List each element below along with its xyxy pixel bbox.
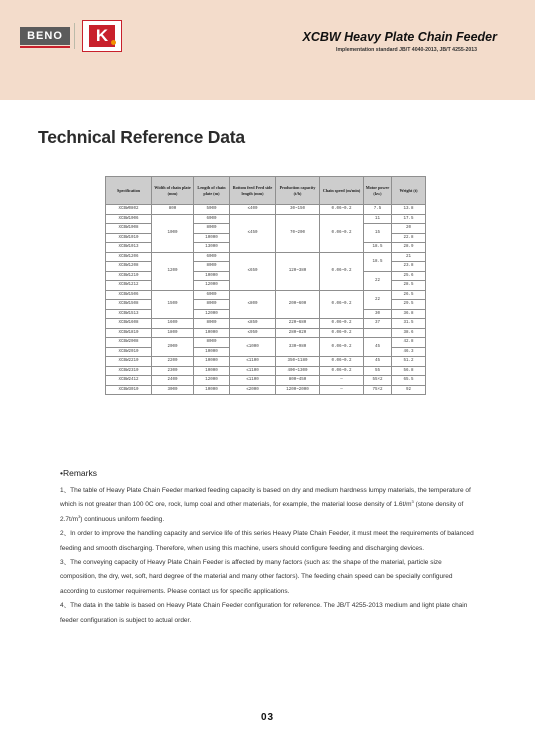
cell-length: 10000 (194, 328, 230, 338)
cell-capacity: 200~600 (276, 290, 320, 319)
cell-feed-side: ≤1100 (230, 357, 276, 367)
header-title: XCBW Heavy Plate Chain Feeder (302, 30, 497, 44)
k-logo-dot (111, 40, 116, 45)
cell-speed: 0.06~0.2 (320, 319, 364, 329)
remarks-section (60, 468, 480, 628)
remark-text: The data in the table is based on Heavy Plate Chain Feeder configuration for reference. The JB/T 4255-2013 medium and light plate chain feeder configuration is subject to actual order. (60, 602, 468, 624)
cell-capacity: 30~150 (276, 205, 320, 215)
cell-spec: XCBW2210 (106, 357, 152, 367)
col-header-feed-side: Bottom feed Feed side length (mm) (230, 177, 276, 205)
cell-power: 45 (364, 357, 392, 367)
remark-item (60, 599, 480, 628)
beno-logo: BENO (20, 27, 70, 45)
cell-length: 10000 (194, 366, 230, 376)
cell-weight: 38.6 (392, 328, 426, 338)
logo-divider (74, 23, 75, 49)
page-number: 03 (260, 712, 275, 723)
cell-length: 13000 (194, 243, 230, 253)
k-logo (82, 20, 122, 52)
cell-capacity: 800~450 (276, 376, 320, 386)
table-row (106, 338, 426, 348)
cell-weight: 92 (392, 385, 426, 395)
cell-spec: XCBW1810 (106, 328, 152, 338)
cell-weight: 23.8 (392, 262, 426, 272)
cell-speed: 0.06~0.2 (320, 357, 364, 367)
cell-length: 10000 (194, 233, 230, 243)
cell-weight: 17.5 (392, 214, 426, 224)
cell-speed: — (320, 385, 364, 395)
cell-length: 12000 (194, 309, 230, 319)
table-row (106, 252, 426, 262)
cell-width: 1800 (152, 328, 194, 338)
cell-spec: XCBW1513 (106, 309, 152, 319)
remark-item (60, 484, 480, 527)
table-row (106, 357, 426, 367)
cell-power: 37 (364, 319, 392, 329)
cell-width: 2400 (152, 376, 194, 386)
cell-feed-side: ≤400 (230, 205, 276, 215)
table-row (106, 376, 426, 386)
remark-text: The conveying capacity of Heavy Plate Chain Feeder is affected by many factors (such as: the shape of the material, particle size composition, the dry, wet, soft, hard degree of the material and many other factors). The feeding chain speed can be specially configured according to customer requirements. Please contact us for specific applications. (60, 559, 453, 595)
col-header-chain-speed: Chain speed (m/min) (320, 177, 364, 205)
cell-feed-side: ≤2000 (230, 385, 276, 395)
cell-power: 55 (364, 366, 392, 376)
cell-spec: XCBW1208 (106, 262, 152, 272)
table-row (106, 366, 426, 376)
cell-spec: XCBW1006 (106, 214, 152, 224)
cell-speed: 0.06~0.2 (320, 328, 364, 338)
k-logo-mark: K (89, 25, 115, 47)
cell-weight: 56.8 (392, 366, 426, 376)
page-title: Technical Reference Data (38, 127, 245, 147)
cell-width: 1000 (152, 214, 194, 252)
cell-length: 8000 (194, 338, 230, 348)
cell-capacity: 330~980 (276, 338, 320, 357)
cell-length: 8000 (194, 224, 230, 234)
cell-weight: 65.5 (392, 376, 426, 386)
cell-feed-side: ≤850 (230, 319, 276, 329)
cell-speed: 0.06~0.2 (320, 205, 364, 215)
superscript: 3 (78, 513, 81, 519)
cell-weight: 46.3 (392, 347, 426, 357)
col-header-length: Length of chain plate (m) (194, 177, 230, 205)
cell-power: 7.5 (364, 205, 392, 215)
cell-speed: 0.06~0.2 (320, 290, 364, 319)
remark-text: ) continuous uniform feeding. (80, 515, 165, 523)
cell-speed: 0.06~0.2 (320, 338, 364, 357)
remark-number: 3、 (60, 559, 71, 567)
cell-power: 30 (364, 309, 392, 319)
cell-weight: 28.9 (392, 243, 426, 253)
remark-number: 1、 (60, 487, 71, 494)
cell-length: 8000 (194, 319, 230, 329)
cell-spec: XCBW3010 (106, 385, 152, 395)
cell-speed: — (320, 376, 364, 386)
cell-power: 18.5 (364, 252, 392, 271)
cell-power: 22 (364, 290, 392, 309)
cell-width: 1500 (152, 290, 194, 319)
cell-feed-side: ≤1100 (230, 366, 276, 376)
cell-weight: 22.8 (392, 233, 426, 243)
col-header-motor-power: Motor power (kw) (364, 177, 392, 205)
cell-weight: 21 (392, 252, 426, 262)
cell-spec: XCBW2008 (106, 338, 152, 348)
table-row (106, 290, 426, 300)
cell-spec: XCBW1508 (106, 300, 152, 310)
cell-weight: 28.5 (392, 281, 426, 291)
cell-power: 55×2 (364, 376, 392, 386)
cell-speed: 0.06~0.2 (320, 252, 364, 290)
cell-length: 8000 (194, 262, 230, 272)
cell-capacity: 120~380 (276, 252, 320, 290)
remark-item (60, 527, 480, 556)
page-header (0, 0, 535, 100)
cell-spec: XCBW2412 (106, 376, 152, 386)
superscript: 3 (411, 499, 414, 505)
cell-length: 8000 (194, 300, 230, 310)
cell-weight: 42.8 (392, 338, 426, 348)
table-row (106, 328, 426, 338)
cell-length: 10000 (194, 347, 230, 357)
cell-length: 12000 (194, 281, 230, 291)
cell-width: 1200 (152, 252, 194, 290)
table-row (106, 385, 426, 395)
cell-speed: 0.06~0.2 (320, 366, 364, 376)
cell-weight: 20 (392, 224, 426, 234)
cell-feed-side: ≤800 (230, 290, 276, 319)
remark-text: (stone density of 2.7t/m (60, 501, 464, 523)
col-header-capacity: Production capacity (t/h) (276, 177, 320, 205)
table-row (106, 205, 426, 215)
cell-length: 5000 (194, 205, 230, 215)
cell-feed-side: ≤450 (230, 214, 276, 252)
cell-weight: 29.5 (392, 300, 426, 310)
remark-number: 4、 (60, 602, 71, 610)
cell-length: 6000 (194, 290, 230, 300)
cell-spec: XCBW2010 (106, 347, 152, 357)
cell-capacity: 70~200 (276, 214, 320, 252)
cell-capacity: 400~1300 (276, 366, 320, 376)
cell-width: 800 (152, 205, 194, 215)
cell-spec: XCBW1013 (106, 243, 152, 253)
cell-width: 1600 (152, 319, 194, 329)
cell-power (364, 328, 392, 338)
cell-feed-side: ≤1000 (230, 338, 276, 357)
cell-length: 6000 (194, 214, 230, 224)
cell-width: 2300 (152, 366, 194, 376)
cell-feed-side: ≤1100 (230, 376, 276, 386)
cell-spec: XCBW1506 (106, 290, 152, 300)
cell-length: 10000 (194, 357, 230, 367)
col-header-specification: Specification (106, 177, 152, 205)
cell-weight: 31.5 (392, 319, 426, 329)
cell-length: 10000 (194, 271, 230, 281)
cell-length: 12000 (194, 376, 230, 386)
cell-weight: 51.2 (392, 357, 426, 367)
col-header-weight: Weight (t) (392, 177, 426, 205)
cell-power: 18.5 (364, 243, 392, 253)
cell-feed-side: ≤950 (230, 328, 276, 338)
cell-spec: XCBW1608 (106, 319, 152, 329)
remark-text: The table of Heavy Plate Chain Feeder marked feeding capacity is based on dry and medium hardness lumpy materials, the temperature of which is not greater than 100 0C ore, rock, lump coal and other materials, for example, the material loose density of 1.6t/m (60, 487, 471, 509)
cell-spec: XCBW0802 (106, 205, 152, 215)
remark-number: 2、 (60, 530, 71, 538)
cell-power: 75×2 (364, 385, 392, 395)
table-header-row (106, 177, 426, 205)
table-row (106, 319, 426, 329)
remark-text: In order to improve the handling capacity and service life of this series Heavy Plate Chain Feeder, it must meet the requirements of balanced feeding and smooth discharging. Therefore, when using this machine, users should configure feeding and discharging devices. (60, 530, 474, 552)
cell-weight: 13.8 (392, 205, 426, 215)
cell-power: 15 (364, 224, 392, 243)
cell-capacity: 280~820 (276, 328, 320, 338)
cell-spec: XCBW2310 (106, 366, 152, 376)
cell-power: 22 (364, 271, 392, 290)
cell-spec: XCBW1210 (106, 271, 152, 281)
beno-logo-underline (20, 46, 70, 48)
cell-spec: XCBW1206 (106, 252, 152, 262)
cell-weight: 36.8 (392, 309, 426, 319)
cell-length: 10000 (194, 385, 230, 395)
spec-table (105, 176, 426, 395)
cell-length: 6000 (194, 252, 230, 262)
cell-power: 45 (364, 338, 392, 357)
cell-capacity: 220~680 (276, 319, 320, 329)
cell-spec: XCBW1008 (106, 224, 152, 234)
cell-spec: XCBW1010 (106, 233, 152, 243)
cell-capacity: 1200~2000 (276, 385, 320, 395)
cell-width: 3000 (152, 385, 194, 395)
cell-speed: 0.06~0.2 (320, 214, 364, 252)
cell-width: 2200 (152, 357, 194, 367)
cell-feed-side: ≤650 (230, 252, 276, 290)
header-subtitle: Implementation standard JB/T 4040-2013, JB/T 4255-2013 (336, 47, 477, 53)
cell-spec: XCBW1212 (106, 281, 152, 291)
cell-weight: 26.5 (392, 290, 426, 300)
cell-power: 11 (364, 214, 392, 224)
cell-capacity: 350~1180 (276, 357, 320, 367)
col-header-width: Width of chain plate (mm) (152, 177, 194, 205)
table-row (106, 214, 426, 224)
remark-item (60, 556, 480, 599)
remarks-heading: •Remarks (60, 468, 97, 478)
cell-weight: 25.6 (392, 271, 426, 281)
cell-width: 2000 (152, 338, 194, 357)
